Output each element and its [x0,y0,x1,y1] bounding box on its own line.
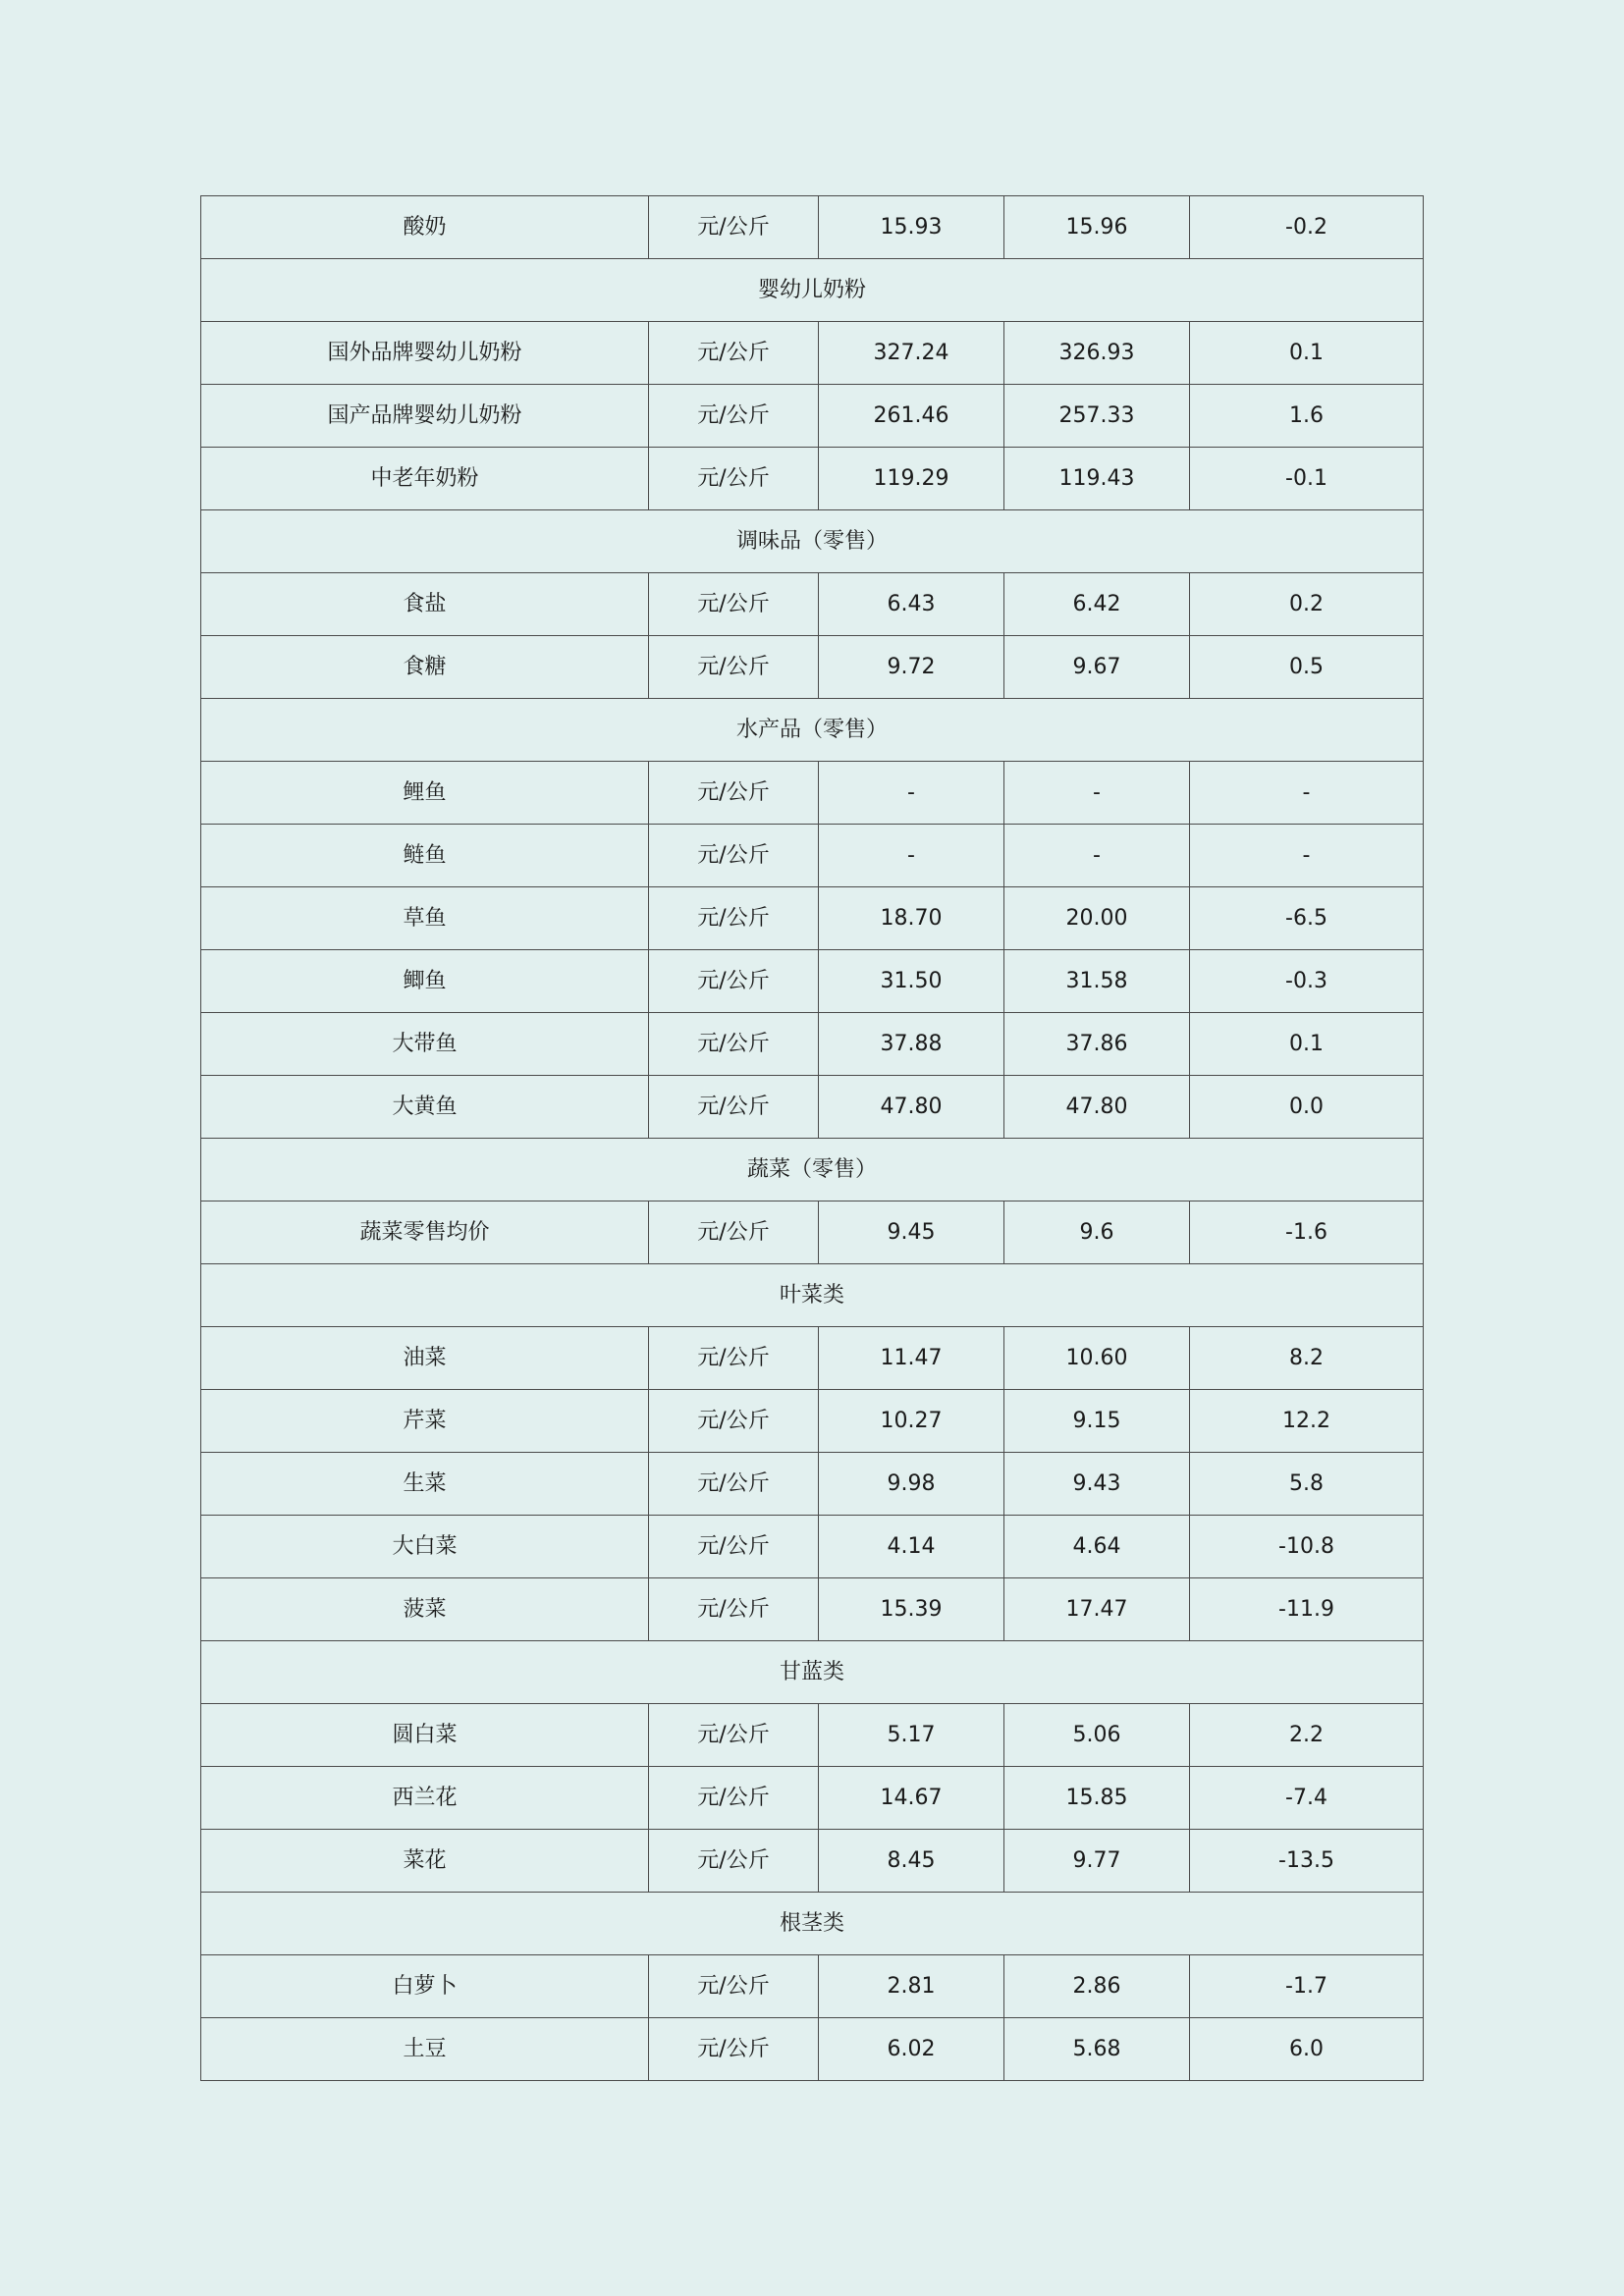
item-name-cell: 圆白菜 [201,1704,649,1767]
item-name-cell: 国外品牌婴幼儿奶粉 [201,322,649,385]
table-row [201,1955,1424,2018]
previous-price-cell: 6.42 [1004,573,1190,636]
current-price-cell: 10.27 [819,1390,1004,1453]
change-percent-cell: 6.0 [1190,2018,1424,2081]
item-name-cell: 中老年奶粉 [201,448,649,510]
category-row [201,1641,1424,1704]
item-name-cell: 菜花 [201,1830,649,1893]
unit-cell: 元/公斤 [649,448,819,510]
current-price-cell: 9.45 [819,1201,1004,1264]
item-name-cell: 鲤鱼 [201,762,649,825]
item-name-cell: 大白菜 [201,1516,649,1578]
category-label: 水产品（零售） [201,699,1424,762]
change-percent-cell: -1.6 [1190,1201,1424,1264]
previous-price-cell: 10.60 [1004,1327,1190,1390]
unit-cell: 元/公斤 [649,196,819,259]
item-name-cell: 土豆 [201,2018,649,2081]
table-body [201,196,1424,2081]
previous-price-cell: - [1004,762,1190,825]
previous-price-cell: 119.43 [1004,448,1190,510]
current-price-cell: 261.46 [819,385,1004,448]
table-row [201,950,1424,1013]
item-name-cell: 油菜 [201,1327,649,1390]
table-row [201,825,1424,887]
table-row [201,887,1424,950]
previous-price-cell: 326.93 [1004,322,1190,385]
change-percent-cell: -0.3 [1190,950,1424,1013]
price-table [200,195,1424,2081]
previous-price-cell: 17.47 [1004,1578,1190,1641]
unit-cell: 元/公斤 [649,1390,819,1453]
current-price-cell: 37.88 [819,1013,1004,1076]
unit-cell: 元/公斤 [649,1453,819,1516]
item-name-cell: 蔬菜零售均价 [201,1201,649,1264]
unit-cell: 元/公斤 [649,1704,819,1767]
unit-cell: 元/公斤 [649,1013,819,1076]
change-percent-cell: -10.8 [1190,1516,1424,1578]
previous-price-cell: 37.86 [1004,1013,1190,1076]
table-row [201,1578,1424,1641]
item-name-cell: 鲢鱼 [201,825,649,887]
unit-cell: 元/公斤 [649,636,819,699]
current-price-cell: 15.93 [819,196,1004,259]
unit-cell: 元/公斤 [649,385,819,448]
item-name-cell: 大黄鱼 [201,1076,649,1139]
table-row [201,1516,1424,1578]
current-price-cell: 14.67 [819,1767,1004,1830]
category-label: 调味品（零售） [201,510,1424,573]
table-row [201,636,1424,699]
table-row [201,573,1424,636]
category-row [201,259,1424,322]
previous-price-cell: 4.64 [1004,1516,1190,1578]
previous-price-cell: - [1004,825,1190,887]
change-percent-cell: -1.7 [1190,1955,1424,2018]
unit-cell: 元/公斤 [649,573,819,636]
change-percent-cell: -0.1 [1190,448,1424,510]
category-label: 根茎类 [201,1893,1424,1955]
change-percent-cell: - [1190,762,1424,825]
previous-price-cell: 2.86 [1004,1955,1190,2018]
previous-price-cell: 31.58 [1004,950,1190,1013]
current-price-cell: 5.17 [819,1704,1004,1767]
category-label: 叶菜类 [201,1264,1424,1327]
current-price-cell: 2.81 [819,1955,1004,2018]
previous-price-cell: 9.77 [1004,1830,1190,1893]
unit-cell: 元/公斤 [649,1076,819,1139]
current-price-cell: 327.24 [819,322,1004,385]
category-label: 蔬菜（零售） [201,1139,1424,1201]
change-percent-cell: -6.5 [1190,887,1424,950]
category-label: 甘蓝类 [201,1641,1424,1704]
item-name-cell: 西兰花 [201,1767,649,1830]
change-percent-cell: 2.2 [1190,1704,1424,1767]
change-percent-cell: - [1190,825,1424,887]
change-percent-cell: -11.9 [1190,1578,1424,1641]
previous-price-cell: 20.00 [1004,887,1190,950]
table-row [201,1013,1424,1076]
current-price-cell: - [819,825,1004,887]
table-row [201,1076,1424,1139]
current-price-cell: 9.72 [819,636,1004,699]
category-row [201,1893,1424,1955]
unit-cell: 元/公斤 [649,825,819,887]
item-name-cell: 大带鱼 [201,1013,649,1076]
item-name-cell: 草鱼 [201,887,649,950]
unit-cell: 元/公斤 [649,762,819,825]
item-name-cell: 酸奶 [201,196,649,259]
unit-cell: 元/公斤 [649,1327,819,1390]
change-percent-cell: 0.1 [1190,1013,1424,1076]
unit-cell: 元/公斤 [649,1201,819,1264]
current-price-cell: 47.80 [819,1076,1004,1139]
current-price-cell: 6.02 [819,2018,1004,2081]
unit-cell: 元/公斤 [649,1830,819,1893]
change-percent-cell: -7.4 [1190,1767,1424,1830]
table-row [201,2018,1424,2081]
change-percent-cell: 12.2 [1190,1390,1424,1453]
category-label: 婴幼儿奶粉 [201,259,1424,322]
change-percent-cell: 8.2 [1190,1327,1424,1390]
change-percent-cell: 0.0 [1190,1076,1424,1139]
current-price-cell: - [819,762,1004,825]
item-name-cell: 白萝卜 [201,1955,649,2018]
table-row [201,1453,1424,1516]
item-name-cell: 国产品牌婴幼儿奶粉 [201,385,649,448]
previous-price-cell: 9.6 [1004,1201,1190,1264]
previous-price-cell: 5.06 [1004,1704,1190,1767]
unit-cell: 元/公斤 [649,2018,819,2081]
item-name-cell: 食糖 [201,636,649,699]
unit-cell: 元/公斤 [649,1578,819,1641]
current-price-cell: 8.45 [819,1830,1004,1893]
table-row [201,196,1424,259]
table-row [201,1327,1424,1390]
previous-price-cell: 47.80 [1004,1076,1190,1139]
category-row [201,1139,1424,1201]
current-price-cell: 31.50 [819,950,1004,1013]
previous-price-cell: 9.67 [1004,636,1190,699]
unit-cell: 元/公斤 [649,950,819,1013]
category-row [201,699,1424,762]
table-row [201,385,1424,448]
change-percent-cell: -13.5 [1190,1830,1424,1893]
current-price-cell: 18.70 [819,887,1004,950]
unit-cell: 元/公斤 [649,887,819,950]
current-price-cell: 119.29 [819,448,1004,510]
table-row [201,1201,1424,1264]
unit-cell: 元/公斤 [649,322,819,385]
previous-price-cell: 9.15 [1004,1390,1190,1453]
table-row [201,1390,1424,1453]
previous-price-cell: 9.43 [1004,1453,1190,1516]
item-name-cell: 食盐 [201,573,649,636]
current-price-cell: 9.98 [819,1453,1004,1516]
change-percent-cell: 5.8 [1190,1453,1424,1516]
change-percent-cell: 1.6 [1190,385,1424,448]
previous-price-cell: 5.68 [1004,2018,1190,2081]
table-row [201,322,1424,385]
unit-cell: 元/公斤 [649,1955,819,2018]
table-row [201,448,1424,510]
table-row [201,1830,1424,1893]
previous-price-cell: 15.85 [1004,1767,1190,1830]
current-price-cell: 11.47 [819,1327,1004,1390]
category-row [201,1264,1424,1327]
change-percent-cell: 0.1 [1190,322,1424,385]
item-name-cell: 鲫鱼 [201,950,649,1013]
change-percent-cell: -0.2 [1190,196,1424,259]
table-row [201,1704,1424,1767]
change-percent-cell: 0.2 [1190,573,1424,636]
current-price-cell: 15.39 [819,1578,1004,1641]
previous-price-cell: 257.33 [1004,385,1190,448]
current-price-cell: 4.14 [819,1516,1004,1578]
current-price-cell: 6.43 [819,573,1004,636]
item-name-cell: 芹菜 [201,1390,649,1453]
category-row [201,510,1424,573]
previous-price-cell: 15.96 [1004,196,1190,259]
table-row [201,1767,1424,1830]
item-name-cell: 菠菜 [201,1578,649,1641]
unit-cell: 元/公斤 [649,1516,819,1578]
item-name-cell: 生菜 [201,1453,649,1516]
change-percent-cell: 0.5 [1190,636,1424,699]
table-row [201,762,1424,825]
unit-cell: 元/公斤 [649,1767,819,1830]
